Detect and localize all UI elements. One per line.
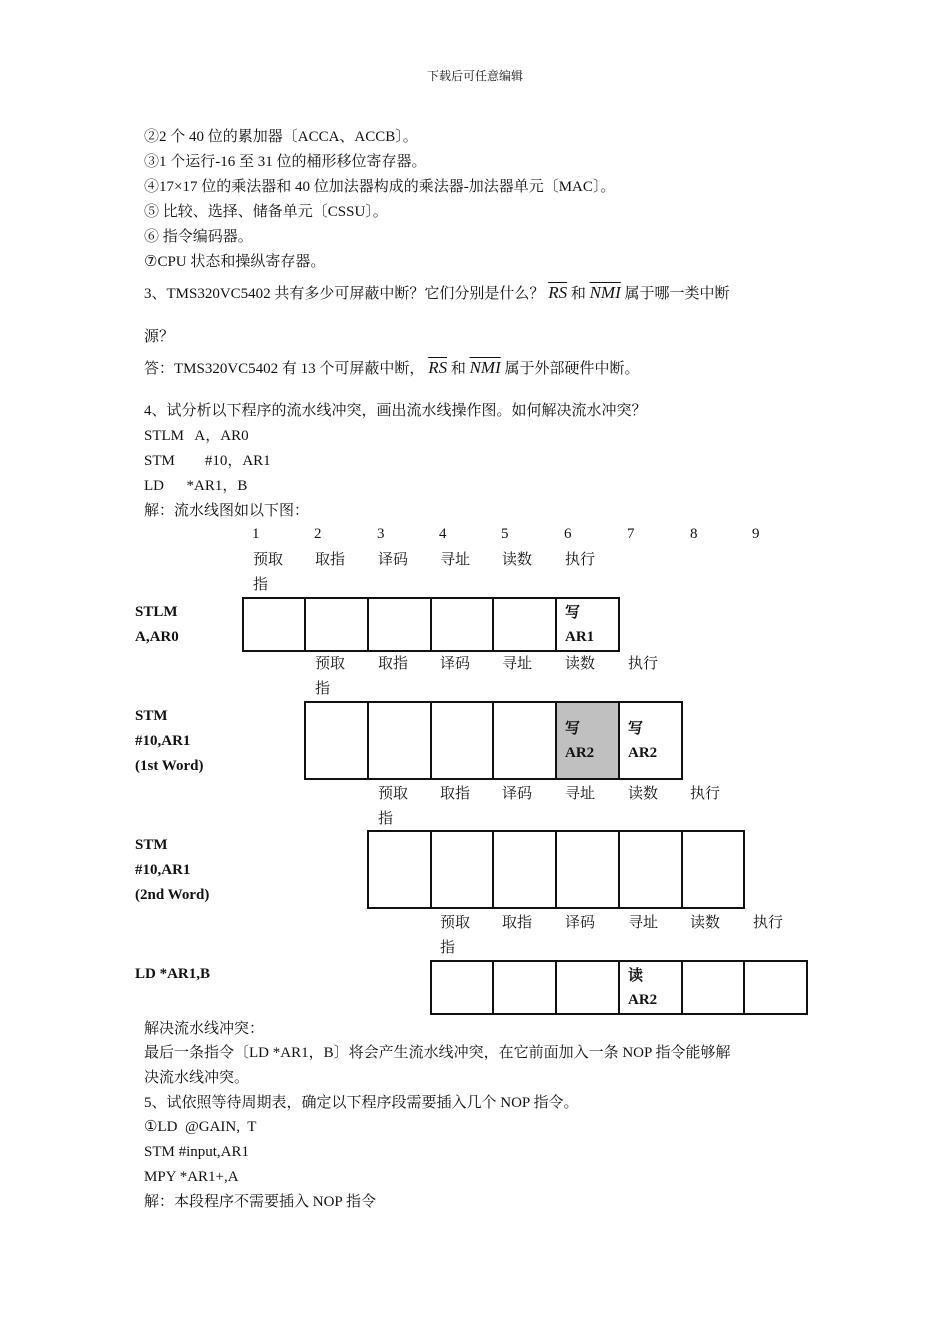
text-line: 解决流水线冲突： (144, 1021, 265, 1037)
stage-label: 取指 (502, 915, 533, 931)
code-line: ①LD @GAIN, T (144, 1119, 257, 1135)
pipeline-cell (430, 830, 494, 909)
stage-label: 取指 (440, 786, 471, 802)
stage-label: 读数 (690, 915, 721, 931)
code-line: STM #input,AR1 (144, 1144, 250, 1160)
answer-5: 解：本段程序不需要插入 NOP 指令 (144, 1194, 376, 1210)
pipeline-cell (681, 830, 745, 909)
stage-label: 寻址 (502, 656, 533, 672)
cycle-number: 8 (690, 526, 698, 542)
pipeline-cell (367, 830, 432, 909)
pipeline-cell (430, 701, 494, 780)
stage-label: 指 (378, 811, 394, 827)
pipeline-cell (618, 830, 683, 909)
pipeline-cell (492, 960, 557, 1015)
pipeline-cell (492, 830, 557, 909)
cycle-number: 3 (377, 526, 385, 542)
stage-label: 指 (253, 577, 269, 593)
cycle-number: 2 (314, 526, 322, 542)
text-line: 源？ (144, 329, 175, 345)
question-5: 5、试依照等待周期表，确定以下程序段需要插入几个 NOP 指令。 (144, 1095, 579, 1111)
text-line: 决流水线冲突。 (144, 1070, 250, 1086)
pipeline-cell (367, 597, 432, 652)
text-line: 解：流水线图如以下图： (144, 503, 310, 519)
pipeline-cell (242, 597, 306, 652)
stage-label: 取指 (378, 656, 409, 672)
row-label-ld: LD *AR1,B (135, 966, 211, 982)
pipeline-cell (367, 701, 432, 780)
question-4: 4、试分析以下程序的流水线冲突，画出流水线操作图。如何解决流水冲突？ (144, 403, 647, 419)
text-line: ③1 个运行-16 至 31 位的桶形移位寄存器。 (144, 154, 427, 170)
stage-label: 寻址 (628, 915, 659, 931)
stage-label: 译码 (440, 656, 471, 672)
stage-label: 读数 (628, 786, 659, 802)
stage-label: 寻址 (440, 552, 471, 568)
row-label-stlm: STLM A,AR0 (135, 604, 179, 645)
code-line: STM #10，AR1 (144, 453, 271, 469)
answer-3: 答：TMS320VC5402 有 13 个可屏蔽中断， $\overline{RS}$ 和 $\overline{NMI}$ 属于外部硬件中断。 (144, 358, 640, 377)
stage-label: 指 (315, 681, 331, 697)
stage-label: 执行 (690, 786, 721, 802)
stage-label: 预取 (440, 915, 471, 931)
stage-label: 译码 (565, 915, 596, 931)
pipeline-cell (681, 960, 745, 1015)
pipeline-cell-write-ar2: 写 AR2 (618, 701, 683, 780)
page-header: 下载后可任意编辑 (426, 69, 523, 83)
text-line: ②2 个 40 位的累加器〔ACCA、ACCB〕。 (144, 129, 418, 145)
stage-label: 执行 (628, 656, 659, 672)
row-label-stm-1st: STM #10,AR1 (1st Word) (135, 708, 204, 774)
pipeline-cell (555, 830, 620, 909)
cycle-number: 9 (752, 526, 760, 542)
pipeline-cell (743, 960, 808, 1015)
code-line: STLM A，AR0 (144, 428, 249, 444)
pipeline-cell (304, 701, 369, 780)
text-line: ⑦CPU 状态和操纵寄存器。 (144, 254, 326, 270)
pipeline-cell (492, 597, 557, 652)
text-line: ⑤ 比较、选择、储备单元〔CSSU〕。 (144, 204, 388, 220)
stage-label: 预取 (315, 656, 346, 672)
stage-label: 指 (440, 940, 456, 956)
rs-symbol: $\overline{RS}$ (548, 283, 568, 302)
pipeline-cell (430, 597, 494, 652)
stage-label: 译码 (502, 786, 533, 802)
cycle-number: 6 (564, 526, 572, 542)
text-line: 最后一条指令〔LD *AR1，B〕将会产生流水线冲突，在它前面加入一条 NOP 指令能够解 (144, 1045, 731, 1061)
question-3: 3、TMS320VC5402 共有多少可屏蔽中断？它们分别是什么？ $\overline{RS}$ 和 $\overline{NMI}$ 属于哪一类中断 (144, 283, 730, 302)
stage-label: 预取 (378, 786, 409, 802)
pipeline-cell-write-ar2-conflict: 写 AR2 (555, 701, 620, 780)
stage-label: 读数 (565, 656, 596, 672)
stage-label: 预取 (253, 552, 284, 568)
stage-label: 寻址 (565, 786, 596, 802)
pipeline-cell (555, 960, 620, 1015)
rs-symbol: $\overline{RS}$ (428, 358, 448, 377)
pipeline-cell-write-ar1: 写 AR1 (555, 597, 620, 652)
nmi-symbol: $\overline{NMI}$ (469, 358, 501, 377)
cycle-number: 1 (252, 526, 260, 542)
text-line: ④17×17 位的乘法器和 40 位加法器构成的乘法器-加法器单元〔MAC〕。 (144, 179, 616, 195)
stage-label: 读数 (502, 552, 533, 568)
cycle-number: 5 (501, 526, 509, 542)
cycle-number: 7 (627, 526, 635, 542)
pipeline-cell (304, 597, 369, 652)
stage-label: 执行 (565, 552, 596, 568)
pipeline-cell (430, 960, 494, 1015)
pipeline-cell-read-ar2: 读 AR2 (618, 960, 683, 1015)
pipeline-cell (492, 701, 557, 780)
cycle-number: 4 (439, 526, 447, 542)
stage-label: 取指 (315, 552, 346, 568)
text-line: ⑥ 指令编码器。 (144, 229, 253, 245)
stage-label: 执行 (753, 915, 784, 931)
nmi-symbol: $\overline{NMI}$ (589, 283, 621, 302)
code-line: MPY *AR1+,A (144, 1169, 239, 1185)
stage-label: 译码 (378, 552, 409, 568)
row-label-stm-2nd: STM #10,AR1 (2nd Word) (135, 837, 210, 903)
code-line: LD *AR1，B (144, 478, 248, 494)
